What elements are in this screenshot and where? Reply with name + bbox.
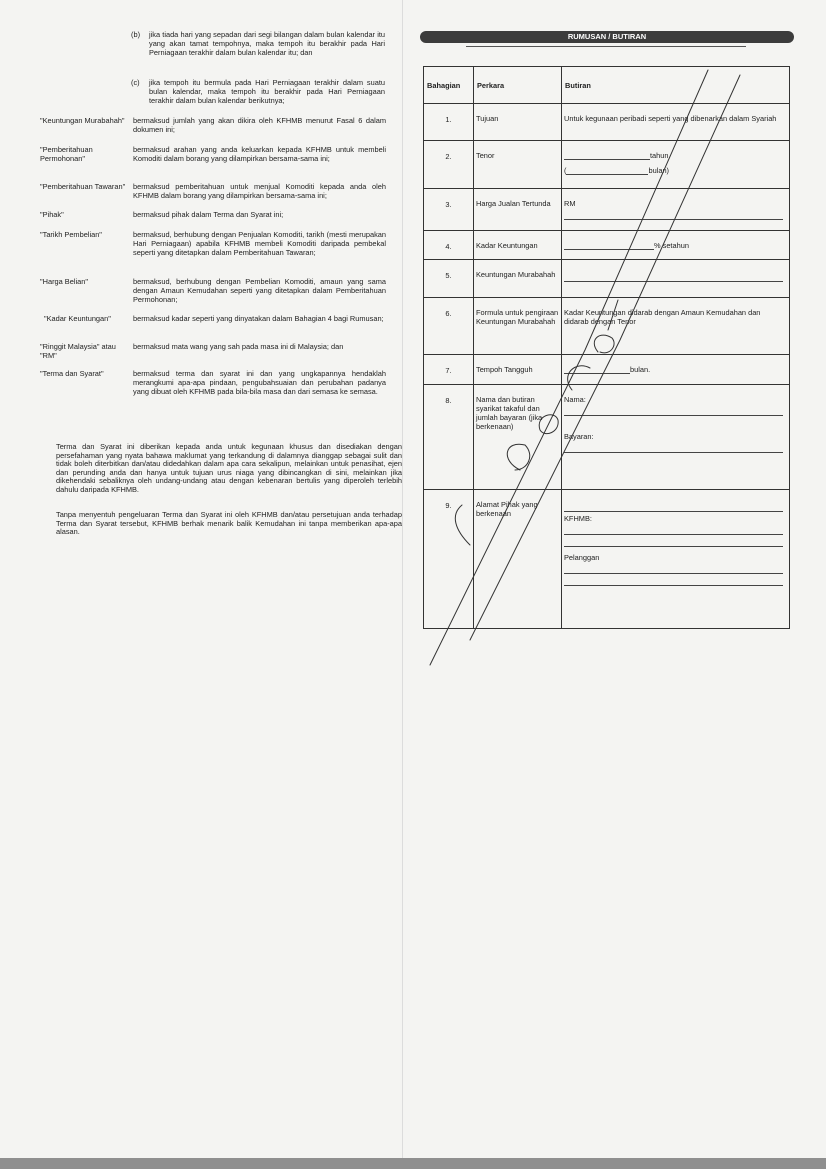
definition-text: bermaksud arahan yang anda keluarkan kepada KFHMB untuk membeli Komoditi dalam borang yang dilampirkan bersama-sama ini; <box>133 145 386 163</box>
definition-row <box>40 211 386 231</box>
customer-address-blank[interactable] <box>564 562 783 574</box>
table-row <box>424 260 790 298</box>
row-number: 4. <box>424 231 474 260</box>
row-butiran <box>562 385 790 490</box>
definition-text: bermaksud pihak dalam Terma dan Syarat ini; <box>133 210 284 219</box>
row-butiran <box>562 355 790 385</box>
customer-address-label: Pelanggan <box>564 553 600 562</box>
row-perkara: Tenor <box>474 141 562 189</box>
definition-term: "Tarikh Pembelian" <box>40 230 102 239</box>
takaful-name-blank[interactable] <box>564 404 783 416</box>
page-fold-divider <box>402 0 403 1169</box>
row-perkara: Formula untuk pengiraan Keuntungan Murabahah <box>474 298 562 355</box>
definition-row <box>40 343 386 370</box>
definition-text: bermaksud pemberitahuan untuk menjual Komoditi kepada anda oleh KFHMB dalam borang yang dilampirkan bersama-sama ini; <box>133 182 386 200</box>
definition-row <box>40 278 386 315</box>
table-row <box>424 189 790 231</box>
tenor-years-blank[interactable] <box>564 151 650 160</box>
definition-term: "Ringgit Malaysia" atau "RM" <box>40 342 116 360</box>
table-row <box>424 490 790 629</box>
definition-text: bermaksud jumlah yang akan dikira oleh KFHMB menurut Fasal 6 dalam dokumen ini; <box>133 116 386 134</box>
tenor-years-unit: tahun <box>650 151 669 160</box>
definitions-list <box>40 117 386 410</box>
row-butiran <box>562 490 790 629</box>
definition-text: bermaksud, berhubung dengan Pembelian Komoditi, amaun yang sama dengan Amaun Kemudahan seperti yang ditetapkan dalam Pemberitahuan Permohonan; <box>133 277 386 304</box>
banner-underline <box>466 46 746 47</box>
row-butiran <box>562 231 790 260</box>
rm-prefix: RM <box>564 199 576 208</box>
table-row <box>424 231 790 260</box>
tenor-months-unit: bulan) <box>648 166 670 175</box>
definition-row <box>40 183 386 211</box>
definition-row <box>40 231 386 278</box>
row-butiran <box>562 189 790 231</box>
table-row <box>424 355 790 385</box>
header-bahagian: Bahagian <box>424 67 474 104</box>
clause-b-text: jika tiada hari yang sepadan dari segi bilangan dalam bulan kalendar itu yang akan tamat tempohnya, maka tempoh itu berakhir pada Hari Perniagaan terakhir dalam bulan kalendar itu; dan <box>149 30 385 58</box>
row-number: 7. <box>424 355 474 385</box>
row-perkara: Kadar Keuntungan <box>474 231 562 260</box>
row-number: 5. <box>424 260 474 298</box>
table-row <box>424 298 790 355</box>
definition-text: bermaksud terma dan syarat ini dan yang ungkapannya hendaklah merangkumi apa-apa pindaan, pengubahsuaian dan perubahan padanya yang dibuat oleh KFHMB pada bila-bila masa dan dari semasa ke semasa. <box>133 369 386 396</box>
kfhmb-address-label: KFHMB: <box>564 514 592 523</box>
definition-term: "Pemberitahuan Tawaran" <box>40 182 126 191</box>
header-perkara: Perkara <box>474 67 562 104</box>
row-perkara: Nama dan butiran syarikat takaful dan jumlah bayaran (jika berkenaan) <box>474 385 562 490</box>
definition-term: "Kadar Keuntungan" <box>44 314 111 323</box>
clause-c-label: (c) <box>131 78 140 87</box>
row-number: 2. <box>424 141 474 189</box>
row-number: 1. <box>424 104 474 141</box>
definition-text: bermaksud, berhubung dengan Penjualan Komoditi, tarikh (mesti merupakan Hari Perniagaan) apabila KFHMB membeli Komoditi daripada pembekal seperti yang ditetapkan dalam Pemberitahuan Tawaran; <box>133 230 386 257</box>
header-butiran: Butiran <box>562 67 790 104</box>
grace-period-blank[interactable] <box>564 365 630 374</box>
clause-b <box>131 30 385 68</box>
row-perkara: Harga Jualan Tertunda <box>474 189 562 231</box>
tenor-open-paren: ( <box>564 166 567 175</box>
table-row <box>424 385 790 490</box>
clause-c-text: jika tempoh itu bermula pada Hari Perniagaan terakhir dalam suatu bulan kalendar, maka tempoh itu berakhir pada Hari Perniagaan terakhir dalam bulan kalendar berikutnya; <box>149 78 385 106</box>
definition-row <box>40 146 386 183</box>
row-perkara: Tempoh Tangguh <box>474 355 562 385</box>
row-butiran <box>562 260 790 298</box>
table-row <box>424 104 790 141</box>
scan-bottom-edge <box>0 1158 826 1169</box>
row-number: 3. <box>424 189 474 231</box>
grace-period-suffix: bulan. <box>630 365 651 374</box>
customer-address-blank[interactable] <box>564 574 783 586</box>
definition-text: bermaksud mata wang yang sah pada masa ini di Malaysia; dan <box>133 342 344 351</box>
row-number: 9. <box>424 490 474 629</box>
definition-term: "Keuntungan Murabahah" <box>40 116 125 125</box>
clause-c <box>131 78 385 108</box>
row-number: 8. <box>424 385 474 490</box>
definition-term: "Terma dan Syarat" <box>40 369 104 378</box>
takaful-payment-label: Bayaran: <box>564 432 594 441</box>
row-number: 6. <box>424 298 474 355</box>
table-header-row <box>424 67 790 104</box>
definition-term: "Harga Belian" <box>40 277 88 286</box>
takaful-payment-blank[interactable] <box>564 441 783 453</box>
confidentiality-paragraph: Terma dan Syarat ini diberikan kepada anda untuk kegunaan khusus dan disediakan dengan persefahaman yang nyata bahawa maklumat yang terkandung di dalamnya dianggap sebagai sulit dan tidak boleh diterbitkan dan/atau didedahkan dalam apa cara sekalipun, melainkan untuk penasihat, ejen dan perunding anda dan hanya untuk tujuan urus niaga yang dibincangkan di sini, melainkan jika dikehendaki sebaliknya oleh undang-undang atau dengan kebenaran bertulis yang diperoleh terlebih dahulu daripada KFHMB. <box>56 442 402 494</box>
row-butiran <box>562 141 790 189</box>
definition-term: "Pemberitahuan Permohonan" <box>40 145 93 163</box>
murabahah-profit-blank[interactable] <box>564 270 783 282</box>
withdrawal-paragraph: Tanpa menyentuh pengeluaran Terma dan Syarat ini oleh KFHMB dan/atau persetujuan anda terhadap Terma dan Syarat tersebut, KFHMB berhak menarik balik Kemudahan ini tanpa memberikan apa-apa alasan. <box>56 510 402 537</box>
definition-term: "Pihak" <box>40 210 64 219</box>
address-blank[interactable] <box>564 500 783 512</box>
profit-rate-blank[interactable] <box>564 241 654 250</box>
table-row <box>424 141 790 189</box>
definition-row <box>40 370 386 410</box>
definition-text: bermaksud kadar seperti yang dinyatakan dalam Bahagian 4 bagi Rumusan; <box>133 314 384 323</box>
row-perkara: Alamat Pihak yang berkenaan <box>474 490 562 629</box>
row-butiran: Kadar Keuntungan didarab dengan Amaun Kemudahan dan didarab dengan Tenor <box>562 298 790 355</box>
definition-row <box>40 117 386 146</box>
takaful-name-label: Nama: <box>564 395 586 404</box>
definition-row <box>44 315 390 343</box>
kfhmb-address-blank[interactable] <box>564 523 783 535</box>
kfhmb-address-blank[interactable] <box>564 535 783 547</box>
clause-b-label: (b) <box>131 30 141 39</box>
summary-banner: RUMUSAN / BUTIRAN <box>420 31 794 43</box>
row-perkara: Keuntungan Murabahah <box>474 260 562 298</box>
profit-rate-suffix: % setahun <box>654 241 689 250</box>
deferred-price-blank[interactable] <box>564 208 783 220</box>
row-butiran: Untuk kegunaan peribadi seperti yang dibenarkan dalam Syariah <box>562 104 790 141</box>
tenor-months-blank[interactable] <box>566 166 648 175</box>
row-perkara: Tujuan <box>474 104 562 141</box>
summary-table <box>423 66 790 629</box>
